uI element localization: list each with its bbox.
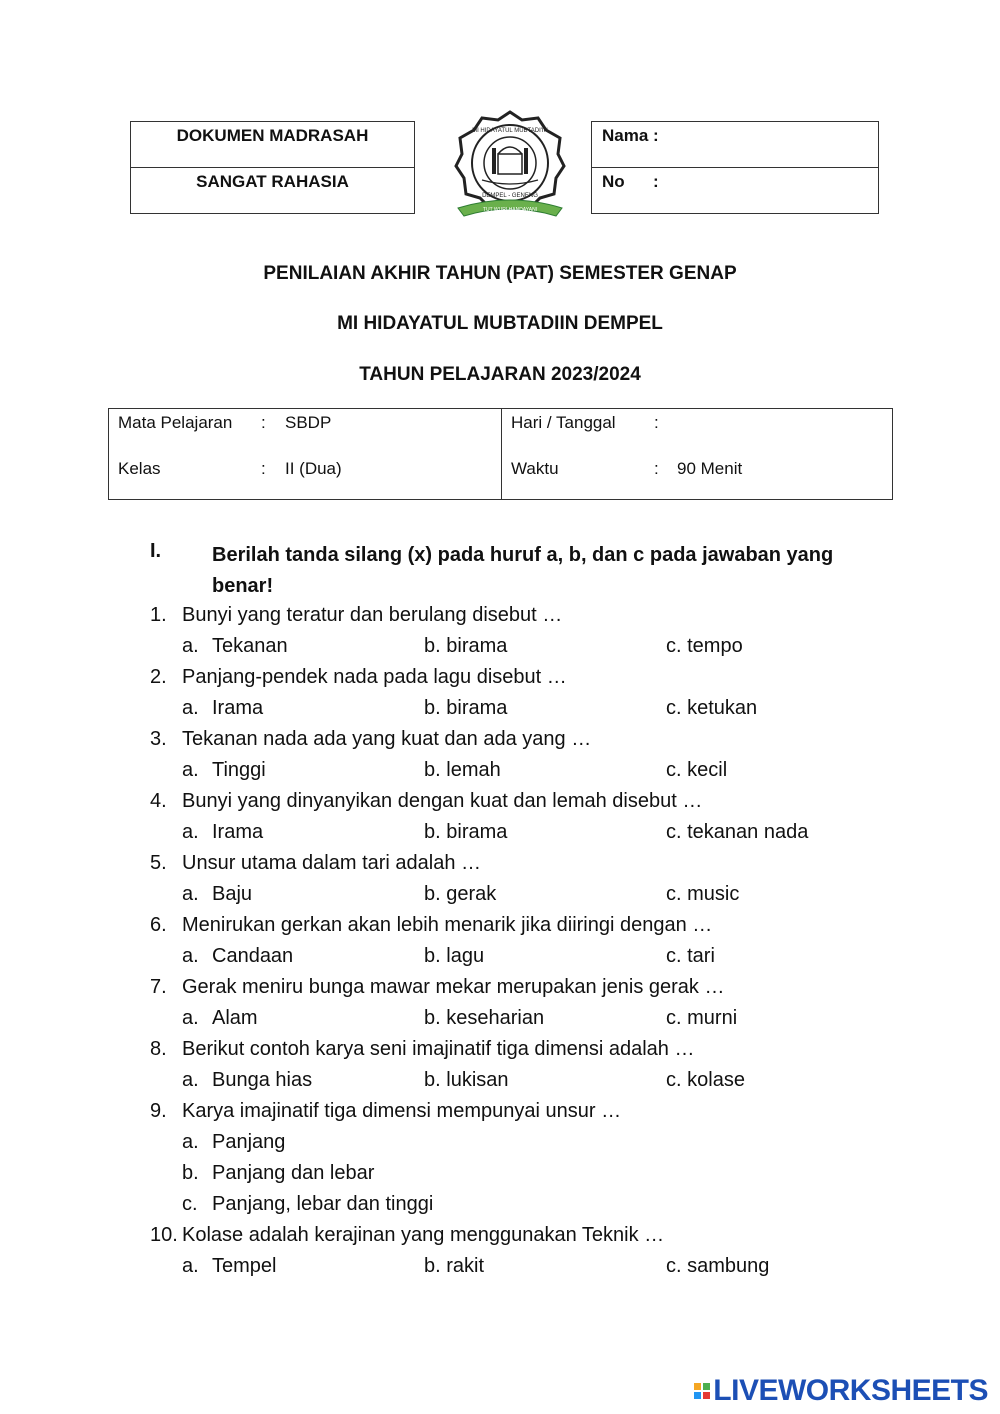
school-name: MI HIDAYATUL MUBTADIIN DEMPEL [337,313,663,334]
liveworksheets-brand: LIVEWORKSHEETS [713,1374,988,1407]
option-text: Irama [212,821,264,843]
question-text: Gerak meniru bunga mawar mekar merupakan jenis gerak … [182,976,725,998]
question-number: 9. [150,1100,167,1122]
option-text: tempo [687,635,743,657]
option-letter: c. [666,821,682,843]
option-text: sambung [687,1255,770,1277]
option-text: Panjang dan lebar [212,1162,375,1184]
liveworksheets-footer [694,1374,988,1408]
question-text: Tekanan nada ada yang kuat dan ada yang … [182,728,592,750]
option-letter: a. [182,635,199,657]
answer-option-3-c[interactable] [666,759,727,782]
answer-option-8-a[interactable] [182,1069,312,1092]
answer-option-8-b[interactable] [424,1069,509,1092]
logo-bottom-text: DEMPEL - GENENG [482,193,538,199]
time-value: 90 Menit [677,459,743,478]
option-text: birama [446,697,508,719]
date-colon: : [654,413,659,432]
option-letter: a. [182,821,199,843]
option-text: Panjang, lebar dan tinggi [212,1193,434,1215]
option-text: Irama [212,697,264,719]
option-letter: c. [666,759,682,781]
question-number: 4. [150,790,167,812]
document-classification-box [130,121,415,214]
question-number: 5. [150,852,167,874]
option-text: tari [687,945,715,967]
option-text: rakit [446,1255,485,1277]
subject-colon: : [261,413,266,432]
option-text: Candaan [212,945,294,967]
question-text: Panjang-pendek nada pada lagu disebut … [182,666,567,688]
answer-option-8-c[interactable] [666,1069,745,1092]
question-number: 10. [150,1224,178,1246]
section-instruction: Berilah tanda silang (x) pada huruf a, b, dan c pada jawaban yang benar! [212,544,834,597]
option-letter: c. [666,945,682,967]
answer-option-1-b[interactable] [424,635,507,658]
document-type-label: DOKUMEN MADRASAH [176,126,369,145]
question-6 [150,914,712,937]
answer-option-3-b[interactable] [424,759,501,782]
answer-option-10-b[interactable] [424,1255,484,1278]
option-text: music [687,883,740,905]
answer-option-4-a[interactable] [182,821,263,844]
option-letter: b. [424,1007,441,1029]
exam-title: PENILAIAN AKHIR TAHUN (PAT) SEMESTER GENAP [263,263,737,284]
question-text: Kolase adalah kerajinan yang menggunakan Teknik … [182,1224,665,1246]
option-letter: a. [182,945,199,967]
answer-option-1-c[interactable] [666,635,743,658]
option-letter: a. [182,697,199,719]
section-number: I. [150,540,162,562]
time-colon: : [654,459,659,478]
answer-option-6-a[interactable] [182,945,293,968]
question-text: Menirukan gerkan akan lebih menarik jika diiringi dengan … [182,914,713,936]
option-letter: b. [424,1255,441,1277]
option-text: Tinggi [212,759,266,781]
question-text: Bunyi yang teratur dan berulang disebut … [182,604,563,626]
academic-year: TAHUN PELAJARAN 2023/2024 [359,364,641,385]
option-letter: c. [666,1255,682,1277]
option-text: Tempel [212,1255,277,1277]
answer-option-4-c[interactable] [666,821,808,844]
answer-option-7-c[interactable] [666,1007,737,1030]
answer-option-5-c[interactable] [666,883,739,906]
date-label: Hari / Tanggal [511,413,616,432]
question-text: Unsur utama dalam tari adalah … [182,852,482,874]
option-letter: b. [424,883,441,905]
option-text: murni [687,1007,738,1029]
name-field-label[interactable]: Nama : [602,126,659,145]
answer-option-2-c[interactable] [666,697,757,720]
answer-option-3-a[interactable] [182,759,266,782]
exam-info-table [108,408,893,500]
option-letter: a. [182,883,199,905]
option-letter: a. [182,1255,199,1277]
question-8 [150,1038,694,1061]
option-text: Alam [212,1007,258,1029]
option-text: birama [446,635,508,657]
option-letter: c. [666,1069,682,1091]
option-letter: a. [182,1069,199,1091]
question-3 [150,728,591,751]
option-text: lukisan [446,1069,509,1091]
question-number: 7. [150,976,167,998]
option-text: lemah [446,759,501,781]
class-label: Kelas [118,459,161,478]
option-letter: b. [424,945,441,967]
question-number: 3. [150,728,167,750]
option-letter: c. [666,635,682,657]
answer-option-9-b[interactable] [182,1162,374,1185]
answer-option-10-a[interactable] [182,1255,276,1278]
option-letter: c. [666,883,682,905]
question-5 [150,852,481,875]
option-text: birama [446,821,508,843]
option-text: kecil [687,759,728,781]
option-text: gerak [446,883,497,905]
answer-option-6-b[interactable] [424,945,484,968]
question-number: 1. [150,604,167,626]
class-colon: : [261,459,266,478]
option-letter: b. [424,821,441,843]
answer-option-5-b[interactable] [424,883,496,906]
option-letter: a. [182,759,199,781]
option-letter: b. [424,635,441,657]
school-seal-logo [452,108,568,218]
question-4 [150,790,702,813]
time-label: Waktu [511,459,559,478]
option-text: Tekanan [212,635,288,657]
question-number: 2. [150,666,167,688]
answer-option-7-b[interactable] [424,1007,544,1030]
option-text: Baju [212,883,253,905]
option-text: keseharian [446,1007,545,1029]
student-identity-box [591,121,879,214]
answer-option-9-a[interactable] [182,1131,285,1154]
answer-option-2-a[interactable] [182,697,263,720]
answer-option-6-c[interactable] [666,945,715,968]
answer-option-5-a[interactable] [182,883,252,906]
question-9 [150,1100,621,1123]
option-text: Panjang [212,1131,286,1153]
subject-label: Mata Pelajaran [118,413,233,432]
answer-option-7-a[interactable] [182,1007,258,1030]
question-2 [150,666,567,689]
logo-top-text: MI HIDAYATUL MUBTADI'IN [472,128,548,134]
option-text: kolase [687,1069,745,1091]
question-text: Karya imajinatif tiga dimensi mempunyai unsur … [182,1100,622,1122]
option-letter: b. [424,1069,441,1091]
option-text: tekanan nada [687,821,809,843]
option-letter: a. [182,1007,199,1029]
option-letter: b. [424,697,441,719]
option-letter: b. [424,759,441,781]
class-value: II (Dua) [285,459,342,478]
question-text: Bunyi yang dinyanyikan dengan kuat dan lemah disebut … [182,790,703,812]
question-number: 6. [150,914,167,936]
option-text: Bunga hias [212,1069,313,1091]
option-text: ketukan [687,697,758,719]
question-10 [150,1224,664,1247]
question-number: 8. [150,1038,167,1060]
option-letter: c. [182,1193,198,1215]
answer-option-2-b[interactable] [424,697,507,720]
option-letter: a. [182,1131,199,1153]
subject-value: SBDP [285,413,332,432]
logo-ribbon-text: TUT WURI HANDAYANI [482,207,538,213]
question-7 [150,976,724,999]
liveworksheets-logo-icon [694,1383,710,1399]
question-text: Berikut contoh karya seni imajinatif tiga dimensi adalah … [182,1038,695,1060]
answer-option-1-a[interactable] [182,635,288,658]
question-1 [150,604,562,627]
answer-option-10-c[interactable] [666,1255,769,1278]
answer-option-9-c[interactable] [182,1193,433,1216]
confidentiality-label: SANGAT RAHASIA [196,172,349,191]
option-letter: b. [182,1162,199,1184]
option-letter: c. [666,697,682,719]
answer-option-4-b[interactable] [424,821,507,844]
option-letter: c. [666,1007,682,1029]
option-text: lagu [446,945,485,967]
number-field-label[interactable]: No : [602,172,659,191]
